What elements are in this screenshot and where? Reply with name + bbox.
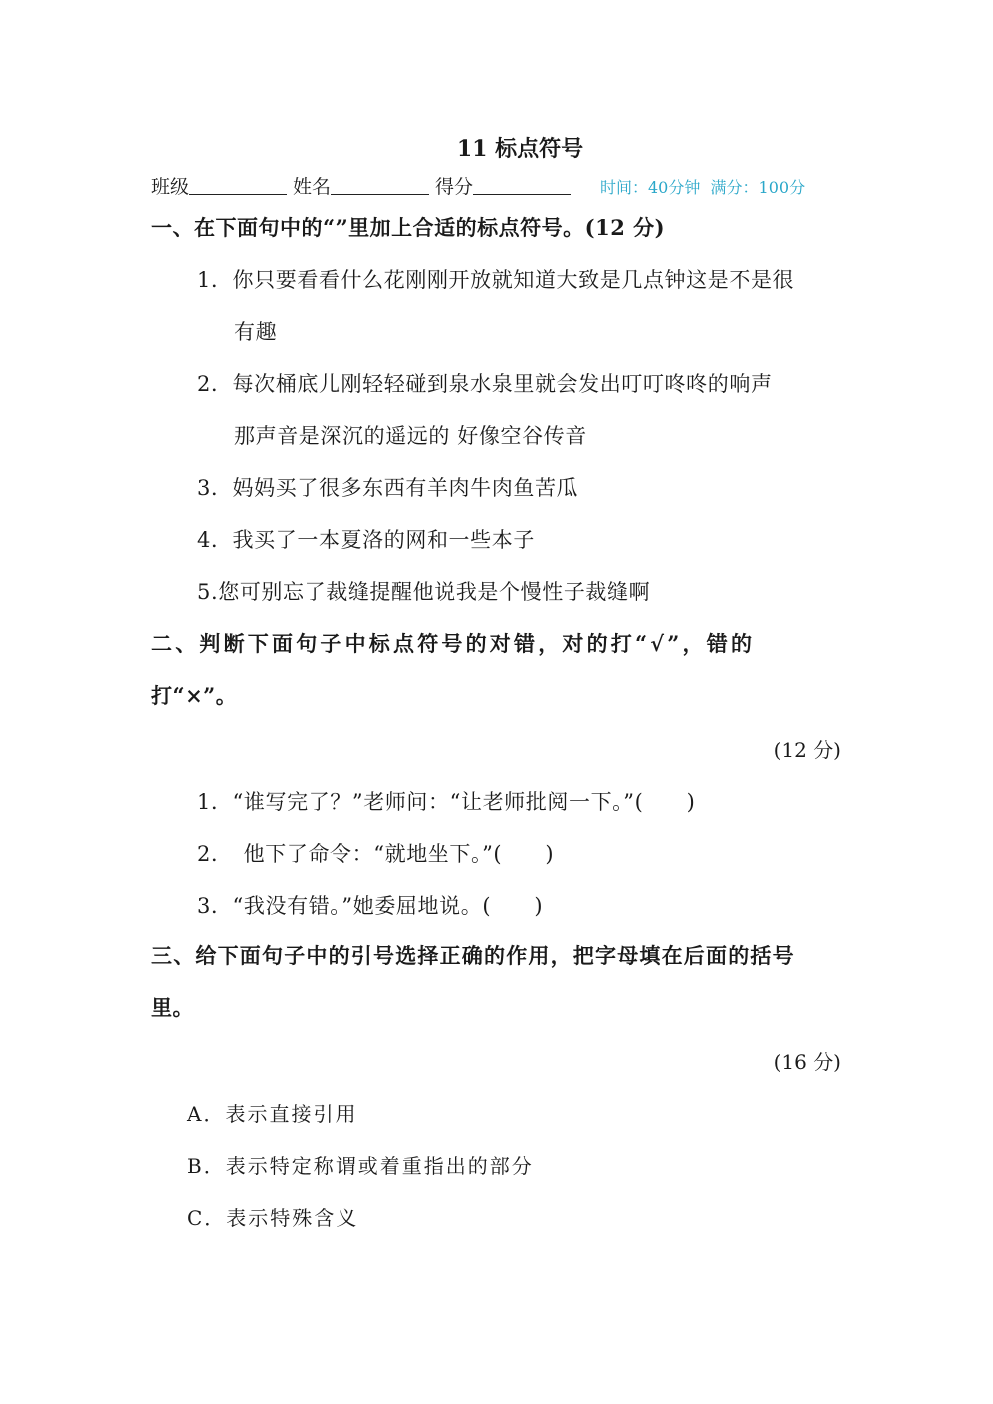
s3-option-c: C．表示特殊含义 <box>187 1206 359 1230</box>
s2-item1: 1．“谁写完了？”老师问：“让老师批阅一下。”( ) <box>197 790 696 814</box>
s1-item2-line1: 2．每次桶底儿刚轻轻碰到泉水泉里就会发出叮叮咚咚的响声 <box>197 372 773 396</box>
full-score-info: 满分：100分 <box>710 178 806 197</box>
s1-item3: 3．妈妈买了很多东西有羊肉牛肉鱼苦瓜 <box>197 476 579 500</box>
class-label: 班级 <box>151 176 190 198</box>
exam-meta <box>600 175 805 198</box>
s3-option-b: B．表示特定称谓或着重指出的部分 <box>187 1154 534 1178</box>
score-label: 得分 <box>435 176 474 198</box>
section2-heading-line1: 二、判断下面句子中标点符号的对错，对的打“√”，错的 <box>151 631 756 656</box>
section3-heading-line2: 里。 <box>151 995 194 1020</box>
section2-score: (12 分) <box>773 738 841 762</box>
student-info-row <box>151 172 577 199</box>
s1-item2-line2: 那声音是深沉的遥远的 好像空谷传音 <box>234 424 587 448</box>
section2-heading-line2: 打“×”。 <box>151 683 238 708</box>
time-info: 时间：40分钟 <box>600 178 701 197</box>
s1-item1-line1: 1．你只要看看什么花刚刚开放就知道大致是几点钟这是不是很 <box>197 268 795 292</box>
name-blank <box>331 174 429 195</box>
page-title: 11 标点符号 <box>456 136 584 162</box>
name-label: 姓名 <box>293 176 332 198</box>
s1-item1-line2: 有趣 <box>234 320 278 344</box>
s2-item3: 3．“我没有错。”她委屈地说。( ) <box>197 894 544 918</box>
s1-item4: 4．我买了一本夏洛的网和一些本子 <box>197 528 535 552</box>
s1-item5: 5.您可别忘了裁缝提醒他说我是个慢性子裁缝啊 <box>197 580 651 604</box>
class-blank <box>189 174 287 195</box>
score-blank <box>473 174 571 195</box>
section1-heading: 一、在下面句中的“”里加上合适的标点符号。(12 分) <box>151 215 666 240</box>
s3-option-a: A．表示直接引用 <box>187 1102 358 1126</box>
section3-score: (16 分) <box>773 1050 841 1074</box>
s2-item2: 2． 他下了命令：“就地坐下。”( ) <box>197 842 555 866</box>
section3-heading-line1: 三、给下面句子中的引号选择正确的作用，把字母填在后面的括号 <box>151 943 795 968</box>
